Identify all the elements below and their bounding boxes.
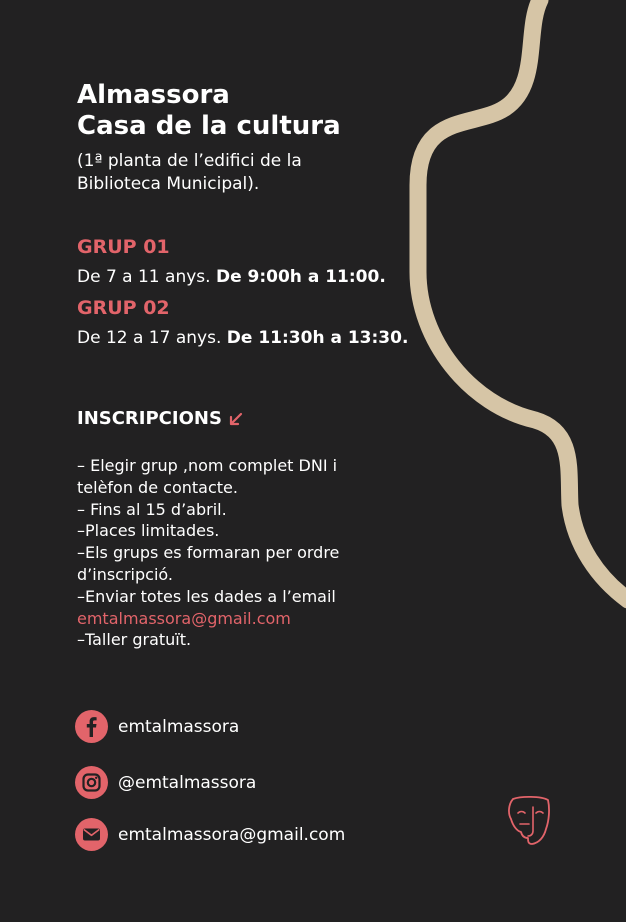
group-2-desc <box>77 328 408 348</box>
social-instagram[interactable] <box>75 766 256 799</box>
email-item-prefix: –Enviar totes les dades a l’email <box>77 586 336 606</box>
location-subtitle: (1ª planta de l’edifici de la Biblioteca Municipal). <box>77 151 302 194</box>
list-item: – Fins al 15 d’abril. <box>77 499 227 519</box>
facebook-icon <box>75 710 108 743</box>
list-item: – Elegir grup ,nom complet DNI i telèfon de contacte. <box>77 456 338 497</box>
group-1-title: GRUP 01 <box>77 236 170 258</box>
inscriptions-list <box>77 455 377 651</box>
list-item: –Taller gratuït. <box>77 630 192 650</box>
list-item <box>77 586 377 630</box>
title-line-2: Casa de la cultura <box>77 111 341 141</box>
list-item: –Els grups es formaran per ordre d’inscripció. <box>77 543 340 584</box>
list-item: –Places limitades. <box>77 521 220 541</box>
group-1-desc <box>77 267 386 287</box>
instagram-icon <box>75 766 108 799</box>
inscriptions-title: INSCRIPCIONS <box>77 408 222 429</box>
arrow-down-left-icon <box>228 411 244 427</box>
email-address: emtalmassora@gmail.com <box>118 824 346 845</box>
facebook-handle: emtalmassora <box>118 716 240 737</box>
inscriptions-heading <box>77 408 244 429</box>
group-1-time: De 9:00h a 11:00. <box>215 267 386 287</box>
instagram-handle: @emtalmassora <box>118 772 257 793</box>
social-email[interactable] <box>75 818 345 851</box>
group-1-ages: De 7 a 11 anys. <box>77 267 211 287</box>
email-link[interactable]: emtalmassora@gmail.com <box>77 608 291 628</box>
group-2-title: GRUP 02 <box>77 297 170 319</box>
mask-logo-icon <box>505 795 553 847</box>
group-2-time: De 11:30h a 13:30. <box>226 328 409 348</box>
page-title <box>77 80 341 142</box>
group-2-ages: De 12 a 17 anys. <box>77 328 222 348</box>
mail-icon <box>75 818 108 851</box>
title-line-1: Almassora <box>77 80 230 110</box>
social-facebook[interactable] <box>75 710 239 743</box>
